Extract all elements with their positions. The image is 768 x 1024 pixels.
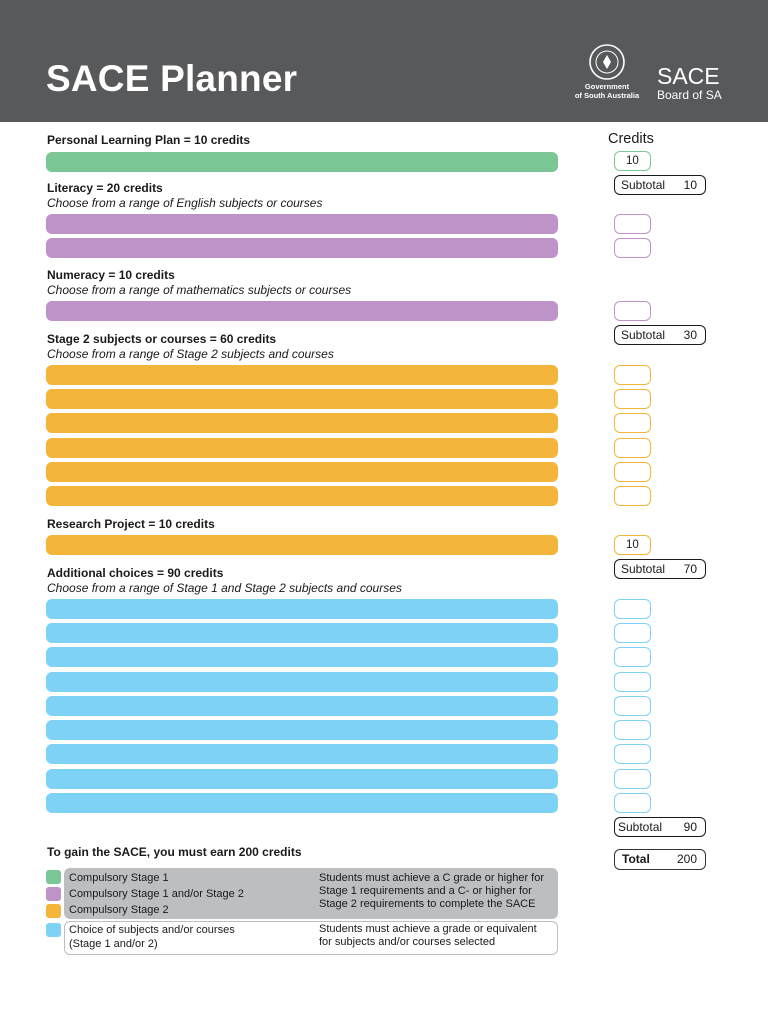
legend-choice-line-1: Choice of subjects and/or courses: [69, 924, 235, 936]
stage2-credits-box-3[interactable]: [614, 413, 651, 433]
additional-subject-field-1[interactable]: [46, 599, 558, 619]
subtotal-label: Subtotal: [621, 328, 666, 342]
legend-item-1: Compulsory Stage 1: [69, 872, 169, 884]
stage2-credits-box-4[interactable]: [614, 438, 651, 458]
research-subject-field[interactable]: [46, 535, 558, 555]
total-credits: [614, 849, 706, 870]
additional-subject-field-8[interactable]: [46, 769, 558, 789]
literacy-subject-field-2[interactable]: [46, 238, 558, 258]
additional-credits-box-3[interactable]: [614, 647, 651, 667]
research-credits-box[interactable]: 10: [614, 535, 651, 555]
sace-board: Board of SA: [657, 88, 722, 102]
legend-req-line-2: Stage 1 requirements and a C- or higher for: [319, 885, 532, 897]
subtotal-value: 90: [683, 820, 697, 834]
additional-credits-box-6[interactable]: [614, 720, 651, 740]
legend-choice-req-line-2: for subjects and/or courses selected: [319, 936, 496, 948]
legend-choice-line-2: (Stage 1 and/or 2): [69, 938, 158, 950]
legend-yellow-swatch: [46, 904, 61, 918]
plp-subject-field[interactable]: [46, 152, 558, 172]
stage2-credits-box-1[interactable]: [614, 365, 651, 385]
subtotal-label: Subtotal: [621, 178, 666, 192]
subtotal-label: Subtotal: [621, 562, 666, 576]
legend-choice-req-line-1: Students must achieve a grade or equivalent: [319, 923, 537, 935]
additional-credits-box-7[interactable]: [614, 744, 651, 764]
additional-credits-box-2[interactable]: [614, 623, 651, 643]
numeracy-subheading: Choose from a range of mathematics subjects or courses: [47, 283, 352, 297]
additional-subject-field-9[interactable]: [46, 793, 558, 813]
sace-brand: SACE: [657, 63, 720, 89]
stage2-subheading: Choose from a range of Stage 2 subjects and courses: [47, 347, 334, 361]
legend-item-2: Compulsory Stage 1 and/or Stage 2: [69, 888, 244, 900]
additional-subject-field-7[interactable]: [46, 744, 558, 764]
additional-subject-field-4[interactable]: [46, 672, 558, 692]
literacy-heading: Literacy = 20 credits: [47, 181, 163, 195]
literacy-numeracy-subtotal: [614, 325, 706, 345]
stage2-subject-field-3[interactable]: [46, 413, 558, 433]
additional-credits-box-4[interactable]: [614, 672, 651, 692]
sa-crest-icon: [587, 42, 627, 82]
stage2-subject-field-2[interactable]: [46, 389, 558, 409]
subtotal-value: 70: [683, 562, 697, 576]
literacy-credits-box-2[interactable]: [614, 238, 651, 258]
numeracy-subject-field[interactable]: [46, 301, 558, 321]
total-value: 200: [676, 852, 697, 866]
additional-credits-box-8[interactable]: [614, 769, 651, 789]
literacy-subject-field-1[interactable]: [46, 214, 558, 234]
legend-blue-swatch: [46, 923, 61, 937]
stage2-credits-box-6[interactable]: [614, 486, 651, 506]
literacy-subheading: Choose from a range of English subjects or courses: [47, 196, 323, 210]
subtotal-value: 10: [683, 178, 697, 192]
additional-subheading: Choose from a range of Stage 1 and Stage 2 subjects and courses: [47, 581, 402, 595]
numeracy-heading: Numeracy = 10 credits: [47, 268, 175, 282]
legend-req-line-1: Students must achieve a C grade or higher for: [319, 872, 545, 884]
total-label: Total: [622, 852, 650, 866]
additional-credits-box-5[interactable]: [614, 696, 651, 716]
numeracy-credits-box[interactable]: [614, 301, 651, 321]
stage2-credits-box-5[interactable]: [614, 462, 651, 482]
plp-subtotal: [614, 175, 706, 195]
stage2-heading: Stage 2 subjects or courses = 60 credits: [47, 332, 277, 346]
additional-subtotal: [614, 817, 706, 837]
gain-sace-heading: To gain the SACE, you must earn 200 credits: [47, 845, 302, 859]
stage2-subject-field-4[interactable]: [46, 438, 558, 458]
additional-heading: Additional choices = 90 credits: [47, 566, 224, 580]
plp-heading: Personal Learning Plan = 10 credits: [47, 133, 251, 147]
subtotal-label: Subtotal: [618, 820, 663, 834]
page-header: [0, 0, 768, 122]
research-heading: Research Project = 10 credits: [47, 517, 215, 531]
additional-subject-field-6[interactable]: [46, 720, 558, 740]
gov-line-2: of South Australia: [574, 91, 640, 100]
literacy-credits-box-1[interactable]: [614, 214, 651, 234]
stage2-credits-box-2[interactable]: [614, 389, 651, 409]
stage2-subject-field-6[interactable]: [46, 486, 558, 506]
legend-purple-swatch: [46, 887, 61, 901]
subtotal-value: 30: [683, 328, 697, 342]
additional-subject-field-3[interactable]: [46, 647, 558, 667]
legend-req-line-3: Stage 2 requirements to complete the SACE: [319, 898, 536, 910]
page-title: SACE Planner: [46, 58, 298, 99]
sace-logo: [657, 64, 722, 102]
stage2-subject-field-1[interactable]: [46, 365, 558, 385]
gov-line-1: Government: [584, 82, 630, 91]
additional-credits-box-1[interactable]: [614, 599, 651, 619]
stage2-subtotal: [614, 559, 706, 579]
additional-subject-field-2[interactable]: [46, 623, 558, 643]
stage2-subject-field-5[interactable]: [46, 462, 558, 482]
credits-heading: Credits: [608, 131, 654, 147]
legend-item-3: Compulsory Stage 2: [69, 904, 169, 916]
additional-credits-box-9[interactable]: [614, 793, 651, 813]
government-logo: [560, 42, 654, 102]
legend-green-swatch: [46, 870, 61, 884]
additional-subject-field-5[interactable]: [46, 696, 558, 716]
plp-credits-box[interactable]: 10: [614, 151, 651, 171]
